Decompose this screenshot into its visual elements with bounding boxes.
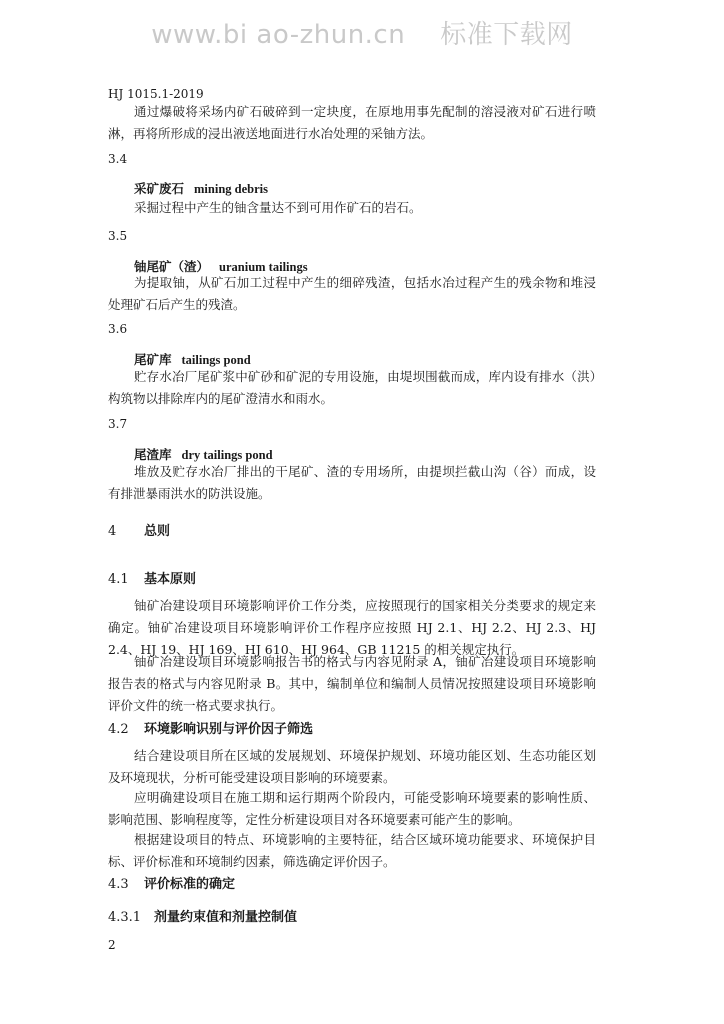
- section-heading-4-3: [108, 873, 235, 892]
- page-number: 2: [108, 938, 116, 952]
- section-number: 4.1: [108, 572, 129, 587]
- term-en: dry tailings pond: [181, 448, 273, 462]
- term-definition: 为提取铀，从矿石加工过程中产生的细碎残渣，包括水冶过程产生的残余物和堆浸处理矿石后产生的残渣。: [108, 275, 596, 312]
- body-paragraph: 结合建设项目所在区域的发展规划、环境保护规划、环境功能区划、生态功能区划及环境现状，分析可能受建设项目影响的环境要素。: [108, 748, 596, 785]
- section-title: 评价标准的确定: [144, 877, 236, 892]
- intro-paragraph: 通过爆破将采场内矿石破碎到一定块度，在原地用事先配制的溶浸液对矿石进行喷淋，再将所形成的浸出液送地面进行水冶处理的采铀方法。: [108, 104, 596, 141]
- term-zh: 尾渣库: [134, 447, 172, 462]
- section-title: 剂量约束值和剂量控制值: [154, 910, 298, 925]
- section-title: 环境影响识别与评价因子筛选: [144, 722, 314, 737]
- term-definition: 贮存水冶厂尾矿浆中矿砂和矿泥的专用设施，由堤坝围截而成，库内设有排水（洪）构筑物以排除库内的尾矿澄清水和雨水。: [108, 369, 596, 406]
- section-heading-4: [108, 520, 170, 539]
- section-title: 总则: [144, 524, 171, 539]
- term-number: 3.5: [108, 229, 128, 243]
- document-code: HJ 1015.1-2019: [108, 87, 204, 101]
- section-number: 4.3.1: [108, 910, 142, 925]
- term-definition: 采掘过程中产生的铀含量达不到可用作矿石的岩石。: [134, 200, 422, 215]
- section-number: 4.2: [108, 722, 129, 737]
- section-heading-4-1: [108, 568, 196, 587]
- body-paragraph: 根据建设项目的特点、环境影响的主要特征，结合区域环境功能要求、环境保护目标、评价标准和环境制约因素，筛选确定评价因子。: [108, 832, 596, 869]
- term-number: 3.7: [108, 417, 128, 431]
- section-number: 4: [108, 524, 117, 539]
- term-en: uranium tailings: [219, 260, 308, 274]
- term-number: 3.4: [108, 152, 128, 166]
- section-heading-4-2: [108, 718, 313, 737]
- body-paragraph: 铀矿冶建设项目环境影响报告书的格式与内容见附录 A，铀矿冶建设项目环境影响报告表的格式与内容见附录 B。其中，编制单位和编制人员情况按照建设项目环境影响评价文件的统一格式要求执行。: [108, 654, 596, 713]
- term-number: 3.6: [108, 322, 128, 336]
- body-paragraph: 铀矿冶建设项目环境影响评价工作分类，应按照现行的国家相关分类要求的规定来确定。铀矿冶建设项目环境影响评价工作程序应按照 HJ 2.1、HJ 2.2、HJ 2.3、HJ 2.4、HJ 19、HJ 169、HJ 610、HJ 964、GB 11215 的相关规定执行。: [108, 598, 596, 657]
- term-en: tailings pond: [181, 353, 251, 367]
- section-heading-4-3-1: [108, 906, 297, 925]
- term-en: mining debris: [194, 182, 268, 196]
- term-zh: 尾矿库: [134, 352, 172, 367]
- term-title: [134, 179, 268, 197]
- term-zh: 采矿废石: [134, 181, 185, 196]
- term-zh: 铀尾矿（渣）: [134, 259, 210, 274]
- section-number: 4.3: [108, 877, 129, 892]
- watermark: www.bi ao-zhun.cn 标准下载网: [151, 20, 573, 50]
- term-definition: 堆放及贮存水冶厂排出的干尾矿、渣的专用场所，由提坝拦截山沟（谷）而成，设有排泄暴雨洪水的防洪设施。: [108, 464, 596, 501]
- section-title: 基本原则: [144, 572, 197, 587]
- body-paragraph: 应明确建设项目在施工期和运行期两个阶段内，可能受影响环境要素的影响性质、影响范围、影响程度等，定性分析建设项目对各环境要素可能产生的影响。: [108, 790, 596, 827]
